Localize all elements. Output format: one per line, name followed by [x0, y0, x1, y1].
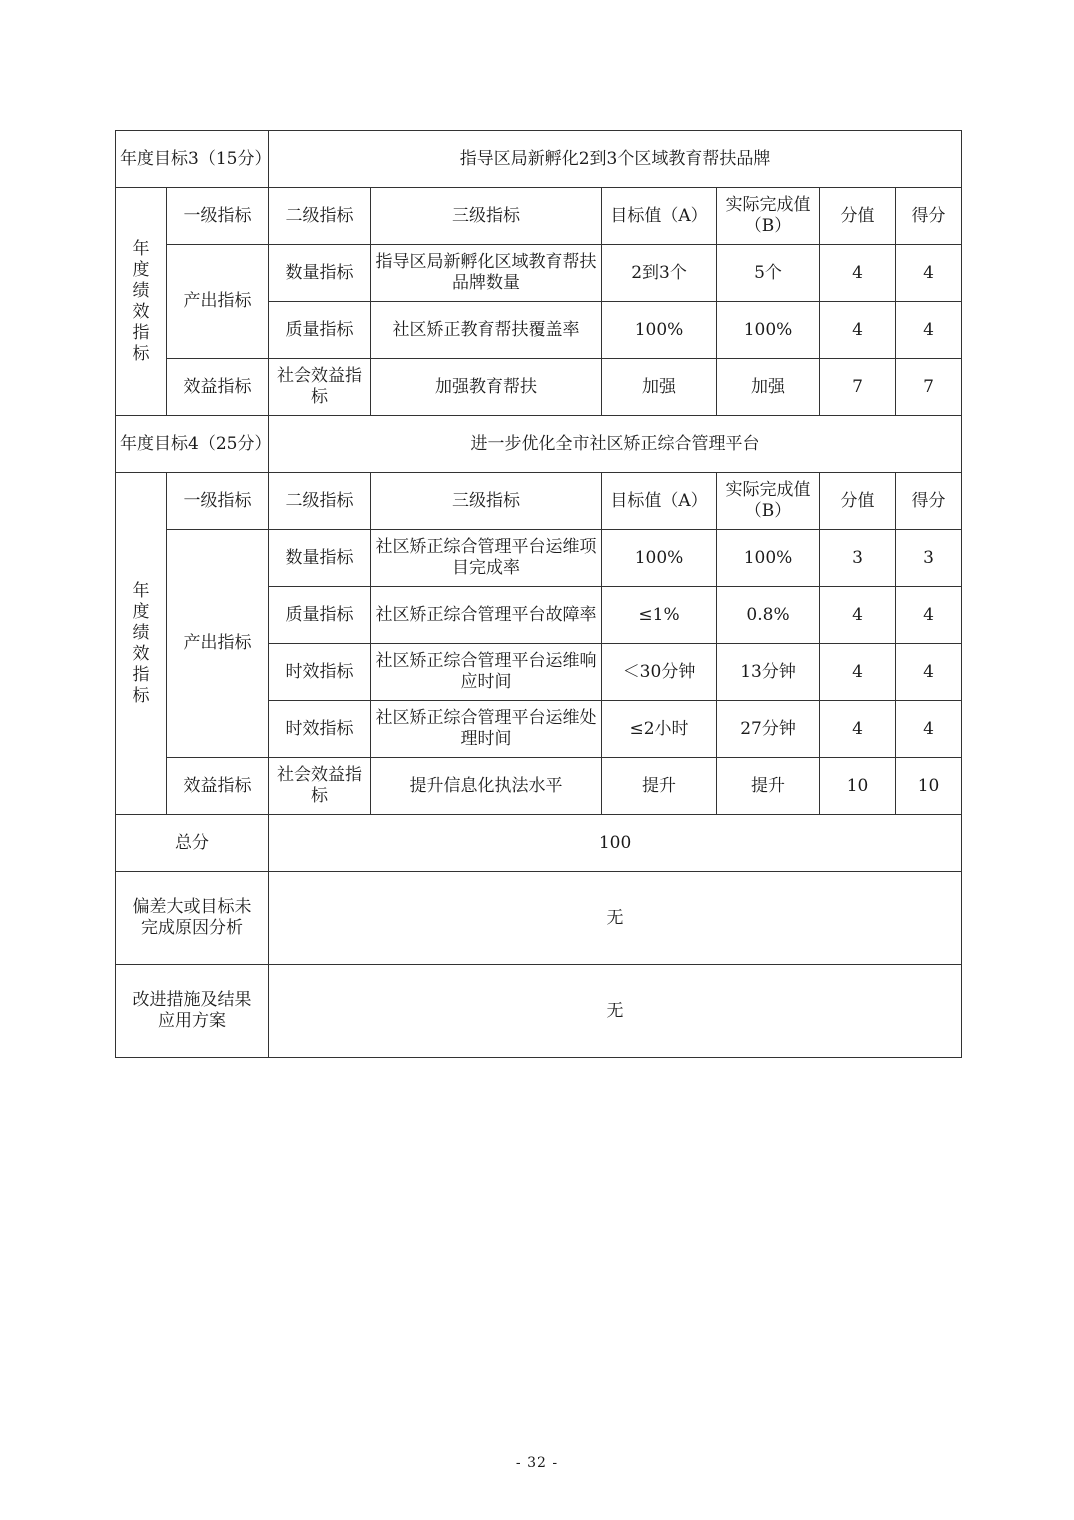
weight-cell: 7 — [820, 359, 896, 416]
level2-cell: 社会效益指标 — [269, 758, 371, 815]
weight-cell: 4 — [820, 644, 896, 701]
level2-cell: 质量指标 — [269, 302, 371, 359]
level3-cell: 加强教育帮扶 — [371, 359, 602, 416]
target-cell: 100% — [602, 302, 717, 359]
target-cell: ≤1% — [602, 587, 717, 644]
level3-cell: 社区矫正综合管理平台运维响应时间 — [371, 644, 602, 701]
goal4-vertical-label: 年度绩效指标 — [116, 473, 167, 815]
header-level1: 一级指标 — [167, 188, 269, 245]
level3-cell: 社区矫正综合管理平台故障率 — [371, 587, 602, 644]
table-row — [116, 245, 962, 302]
score-cell: 3 — [896, 530, 962, 587]
improvement-value: 无 — [269, 965, 962, 1058]
target-cell: 加强 — [602, 359, 717, 416]
weight-cell: 4 — [820, 245, 896, 302]
header-weight: 分值 — [820, 473, 896, 530]
deviation-value: 无 — [269, 872, 962, 965]
goal4-header-row — [116, 473, 962, 530]
target-cell: ≤2小时 — [602, 701, 717, 758]
goal4-description: 进一步优化全市社区矫正综合管理平台 — [269, 416, 962, 473]
header-score: 得分 — [896, 473, 962, 530]
header-score: 得分 — [896, 188, 962, 245]
header-level3: 三级指标 — [371, 188, 602, 245]
table-row — [116, 359, 962, 416]
total-label: 总分 — [116, 815, 269, 872]
score-cell: 4 — [896, 587, 962, 644]
actual-cell: 13分钟 — [717, 644, 820, 701]
score-cell: 4 — [896, 302, 962, 359]
level2-cell: 时效指标 — [269, 644, 371, 701]
level1-cell: 效益指标 — [167, 359, 269, 416]
deviation-row — [116, 872, 962, 965]
target-cell: ＜30分钟 — [602, 644, 717, 701]
level1-cell: 产出指标 — [167, 245, 269, 359]
score-cell: 7 — [896, 359, 962, 416]
actual-cell: 提升 — [717, 758, 820, 815]
header-level3: 三级指标 — [371, 473, 602, 530]
score-cell: 4 — [896, 245, 962, 302]
header-level1: 一级指标 — [167, 473, 269, 530]
weight-cell: 4 — [820, 302, 896, 359]
score-cell: 4 — [896, 644, 962, 701]
goal3-description: 指导区局新孵化2到3个区域教育帮扶品牌 — [269, 131, 962, 188]
weight-cell: 4 — [820, 587, 896, 644]
level1-cell: 效益指标 — [167, 758, 269, 815]
table-row — [116, 758, 962, 815]
goal3-label: 年度目标3（15分） — [116, 131, 269, 188]
level2-cell: 社会效益指标 — [269, 359, 371, 416]
actual-cell: 加强 — [717, 359, 820, 416]
header-level2: 二级指标 — [269, 473, 371, 530]
header-target: 目标值（A） — [602, 188, 717, 245]
level2-cell: 数量指标 — [269, 530, 371, 587]
level2-cell: 时效指标 — [269, 701, 371, 758]
actual-cell: 5个 — [717, 245, 820, 302]
goal3-header-row — [116, 188, 962, 245]
table-row — [116, 530, 962, 587]
goal3-vertical-label: 年度绩效指标 — [116, 188, 167, 416]
weight-cell: 10 — [820, 758, 896, 815]
improvement-row — [116, 965, 962, 1058]
level1-cell: 产出指标 — [167, 530, 269, 758]
target-cell: 2到3个 — [602, 245, 717, 302]
actual-cell: 100% — [717, 302, 820, 359]
header-weight: 分值 — [820, 188, 896, 245]
level3-cell: 指导区局新孵化区域教育帮扶品牌数量 — [371, 245, 602, 302]
goal3-row — [116, 131, 962, 188]
level3-cell: 提升信息化执法水平 — [371, 758, 602, 815]
goal4-row — [116, 416, 962, 473]
weight-cell: 4 — [820, 701, 896, 758]
header-actual: 实际完成值（B） — [717, 188, 820, 245]
level2-cell: 数量指标 — [269, 245, 371, 302]
actual-cell: 27分钟 — [717, 701, 820, 758]
score-cell: 4 — [896, 701, 962, 758]
actual-cell: 100% — [717, 530, 820, 587]
level2-cell: 质量指标 — [269, 587, 371, 644]
weight-cell: 3 — [820, 530, 896, 587]
header-actual: 实际完成值（B） — [717, 473, 820, 530]
level3-cell: 社区矫正综合管理平台运维处理时间 — [371, 701, 602, 758]
level3-cell: 社区矫正综合管理平台运维项目完成率 — [371, 530, 602, 587]
goal4-label: 年度目标4（25分） — [116, 416, 269, 473]
level3-cell: 社区矫正教育帮扶覆盖率 — [371, 302, 602, 359]
deviation-label: 偏差大或目标未完成原因分析 — [116, 872, 269, 965]
improvement-label: 改进措施及结果应用方案 — [116, 965, 269, 1058]
total-value: 100 — [269, 815, 962, 872]
target-cell: 提升 — [602, 758, 717, 815]
page-number: - 32 - — [515, 1455, 559, 1471]
score-cell: 10 — [896, 758, 962, 815]
header-level2: 二级指标 — [269, 188, 371, 245]
total-row — [116, 815, 962, 872]
header-target: 目标值（A） — [602, 473, 717, 530]
performance-table — [115, 130, 962, 1058]
target-cell: 100% — [602, 530, 717, 587]
actual-cell: 0.8% — [717, 587, 820, 644]
